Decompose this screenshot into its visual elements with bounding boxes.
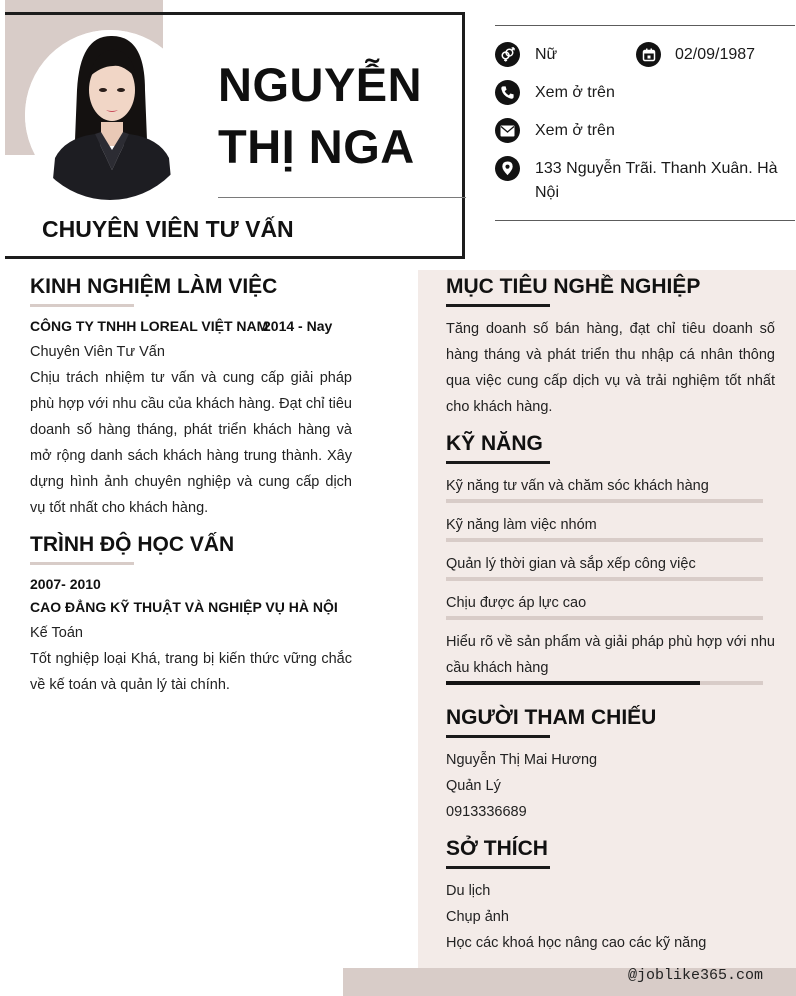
skill-label: Kỹ năng làm việc nhóm <box>446 517 597 533</box>
experience-description: Chịu trách nhiệm tư vấn và cung cấp giải pháp phù hợp với nhu cầu của khách hàng. Đạt chỉ tiêu doanh số hàng tháng, phát triển khách hàng và mở rộng danh sách khách hàng trung thành. Xây dựng hình ảnh chuyên nghiệp và cung cấp dịch vụ tốt nhất cho khách hàng. <box>30 370 352 516</box>
location-icon <box>495 156 520 181</box>
hobbies-heading: SỞ THÍCH <box>446 837 548 860</box>
education-heading: TRÌNH ĐỘ HỌC VẤN <box>30 533 235 556</box>
education-major: Kế Toán <box>30 625 83 641</box>
job-title: CHUYÊN VIÊN TƯ VẤN <box>42 216 294 242</box>
footer-watermark: @joblike365.com <box>628 967 764 984</box>
experience-heading: KINH NGHIỆM LÀM VIỆC <box>30 275 278 298</box>
email-value: Xem ở trên <box>535 122 615 139</box>
hobbies-heading-underline <box>446 866 550 869</box>
contact-bottom-divider <box>495 220 795 221</box>
hobby-item: Du lịch <box>446 883 491 899</box>
calendar-icon <box>636 42 661 67</box>
hobby-item: Chụp ảnh <box>446 909 509 925</box>
phone-icon <box>495 80 520 105</box>
objective-heading: MỤC TIÊU NGHỀ NGHIỆP <box>446 275 701 298</box>
references-heading-underline <box>446 735 550 738</box>
references-heading: NGƯỜI THAM CHIẾU <box>446 706 657 729</box>
full-name <box>218 54 458 178</box>
experience-period: 2014 - Nay <box>263 318 333 334</box>
skill-label: Quản lý thời gian và sắp xếp công việc <box>446 556 696 572</box>
skill-bar <box>446 616 763 620</box>
name-line-1: NGUYỄN <box>218 58 423 111</box>
contact-top-divider <box>495 25 795 26</box>
objective-heading-underline <box>446 304 550 307</box>
education-description: Tốt nghiệp loại Khá, trang bị kiến thức vững chắc về kế toán và quản lý tài chính. <box>30 651 352 693</box>
gender-value: Nữ <box>535 46 558 63</box>
reference-role: Quản Lý <box>446 778 501 794</box>
education-period: 2007- 2010 <box>30 576 101 592</box>
experience-position: Chuyên Viên Tư Vấn <box>30 344 165 360</box>
skill-bar-fill <box>446 681 700 685</box>
skills-heading: KỸ NĂNG <box>446 432 543 455</box>
education-school: CAO ĐẲNG KỸ THUẬT VÀ NGHIỆP VỤ HÀ NỘI <box>30 599 338 615</box>
experience-company: CÔNG TY TNHH LOREAL VIỆT NAM <box>30 318 269 334</box>
objective-text: Tăng doanh số bán hàng, đạt chỉ tiêu doanh số hàng tháng và phát triển thu nhập cá nhân thông qua việc cung cấp dịch vụ và trải nghiệm tốt nhất cho khách hàng. <box>446 321 775 415</box>
reference-phone: 0913336689 <box>446 804 527 820</box>
portrait-photo <box>25 30 195 200</box>
skill-bar <box>446 538 763 542</box>
email-icon <box>495 118 520 143</box>
skill-label: Kỹ năng tư vấn và chăm sóc khách hàng <box>446 478 709 494</box>
gender-icon <box>495 42 520 67</box>
skills-heading-underline <box>446 461 550 464</box>
skill-bar <box>446 499 763 503</box>
education-heading-underline <box>30 562 134 565</box>
phone-value: Xem ở trên <box>535 84 615 101</box>
avatar <box>25 30 195 200</box>
reference-name: Nguyễn Thị Mai Hương <box>446 752 598 768</box>
birthdate-value: 02/09/1987 <box>675 46 756 63</box>
skill-bar <box>446 577 763 581</box>
skill-label: Hiểu rõ về sản phẩm và giải pháp phù hợp với nhu cầu khách hàng <box>446 634 775 676</box>
skill-bar <box>446 681 763 685</box>
experience-heading-underline <box>30 304 134 307</box>
name-line-2: THỊ NGA <box>218 120 415 173</box>
skill-label: Chịu được áp lực cao <box>446 595 587 611</box>
name-divider <box>218 197 466 198</box>
address-value: 133 Nguyễn Trãi. Thanh Xuân. Hà Nội <box>535 160 778 201</box>
hobby-item: Học các khoá học nâng cao các kỹ năng <box>446 935 707 951</box>
